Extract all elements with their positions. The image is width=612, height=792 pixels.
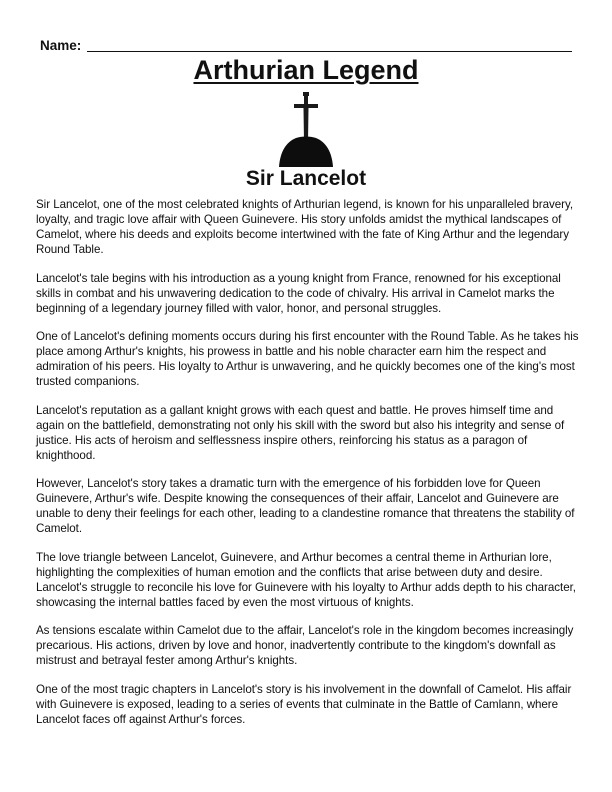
article-body — [36, 197, 580, 740]
sword-in-stone-icon — [276, 92, 336, 168]
section-title: Sir Lancelot — [245, 167, 367, 190]
paragraph: Sir Lancelot, one of the most celebrated knights of Arthurian legend, is known for his unparalleled bravery, loyalty, and tragic love affair with Queen Guinevere. His story unfolds amidst the mythical landscapes of Camelot, where his deeds and exploits become intertwined with the fate of King Arthur and the legendary Round Table. — [36, 198, 574, 256]
page-title: Arthurian Legend — [193, 55, 419, 85]
name-blank-line[interactable] — [87, 37, 572, 52]
name-label: Name: — [40, 38, 82, 53]
name-field-row — [40, 34, 572, 54]
paragraph: However, Lancelot's story takes a dramatic turn with the emergence of his forbidden love for Queen Guinevere, Arthur's wife. Despite knowing the consequences of their affair, Lancelot and Guinevere are unable to deny their feelings for each other, leading to a clandestine romance that threatens the stability of Camelot. — [36, 477, 575, 535]
paragraph: The love triangle between Lancelot, Guinevere, and Arthur becomes a central theme in Arthurian lore, highlighting the complexities of human emotion and the conflicts that arise between duty and desire. Lancelot's struggle to reconcile his love for Guinevere with his loyalty to Arthur adds depth to his character, showcasing the internal battles faced by even the most virtuous of knights. — [36, 550, 576, 609]
paragraph: Lancelot's reputation as a gallant knight grows with each quest and battle. He proves himself time and again on the battlefield, demonstrating not only his skill with the sword but also his integrity and sense of justice. His acts of heroism and selflessness inspire others, reinforcing his status as a paragon of knighthood. — [36, 403, 565, 462]
paragraph: As tensions escalate within Camelot due to the affair, Lancelot's role in the kingdom becomes increasingly precarious. His actions, driven by love and honor, inadvertently contribute to the kingdom's downfall as mistrust and betrayal fester among Arthur's knights. — [36, 624, 574, 667]
paragraph: One of the most tragic chapters in Lancelot's story is his involvement in the downfall of Camelot. His affair with Guinevere is exposed, leading to a series of events that culminate in the Battle of Camlann, where Lancelot faces off against Arthur's forces. — [36, 682, 572, 726]
paragraph: Lancelot's tale begins with his introduction as a young knight from France, renowned for his exceptional skills in combat and his unwavering dedication to the code of chivalry. His arrival in Camelot marks the beginning of a legendary journey filled with valor, honor, and personal struggles. — [36, 271, 561, 315]
paragraph: One of Lancelot's defining moments occurs during his first encounter with the Round Table. As he takes his place among Arthur's knights, his prowess in battle and his noble character earn him the respect and admiration of his peers. His loyalty to Arthur is unwavering, and he quickly becomes one of the king's most trusted companions. — [36, 330, 579, 388]
